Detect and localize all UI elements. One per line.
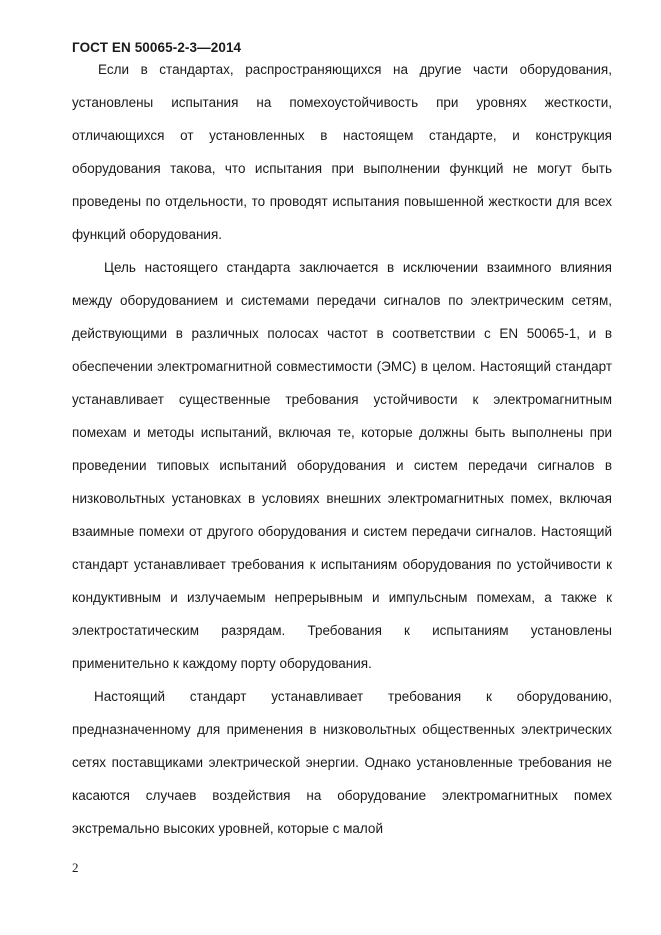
page-number: 2	[72, 860, 79, 875]
document-body	[72, 53, 612, 845]
paragraph-3: Настоящий стандарт устанавливает требования к оборудованию, предназначенному для применения в низковольтных общественных электрических сетях поставщиками электрической энергии. Однако установленные требования не касаются случаев воздействия на оборудование электромагнитных помех экстремально высоких уровней, которые с малой	[72, 689, 612, 836]
paragraph-2: Цель настоящего стандарта заключается в исключении взаимного влияния между оборудованием и системами передачи сигналов по электрическим сетям, действующими в различных полосах частот в соответствии с EN 50065-1, и в обеспечении электромагнитной совместимости (ЭМС) в целом. Настоящий стандарт устанавливает существенные требования устойчивости к электромагнитным помехам и методы испытаний, включая те, которые должны быть выполнены при проведении типовых испытаний оборудования и систем передачи сигналов в низковольтных установках в условиях внешних электромагнитных помех, включая взаимные помехи от другого оборудования и систем передачи сигналов. Настоящий стандарт устанавливает требования к испытаниям оборудования по устойчивости к кондуктивным и излучаемым непрерывным и импульсным помехам, а также к электростатическим разрядам. Требования к испытаниям установлены применительно к каждому порту оборудования.	[72, 260, 612, 671]
document-header: ГОСТ EN 50065-2-3—2014	[72, 40, 242, 55]
paragraph-1: Если в стандартах, распространяющихся на другие части оборудования, установлены испытания на помехоустойчивость при уровнях жесткости, отличающихся от установленных в настоящем стандарте, и конструкция оборудования такова, что испытания при выполнении функций не могут быть проведены по отдельности, то проводят испытания повышенной жесткости для всех функций оборудования.	[72, 62, 612, 242]
